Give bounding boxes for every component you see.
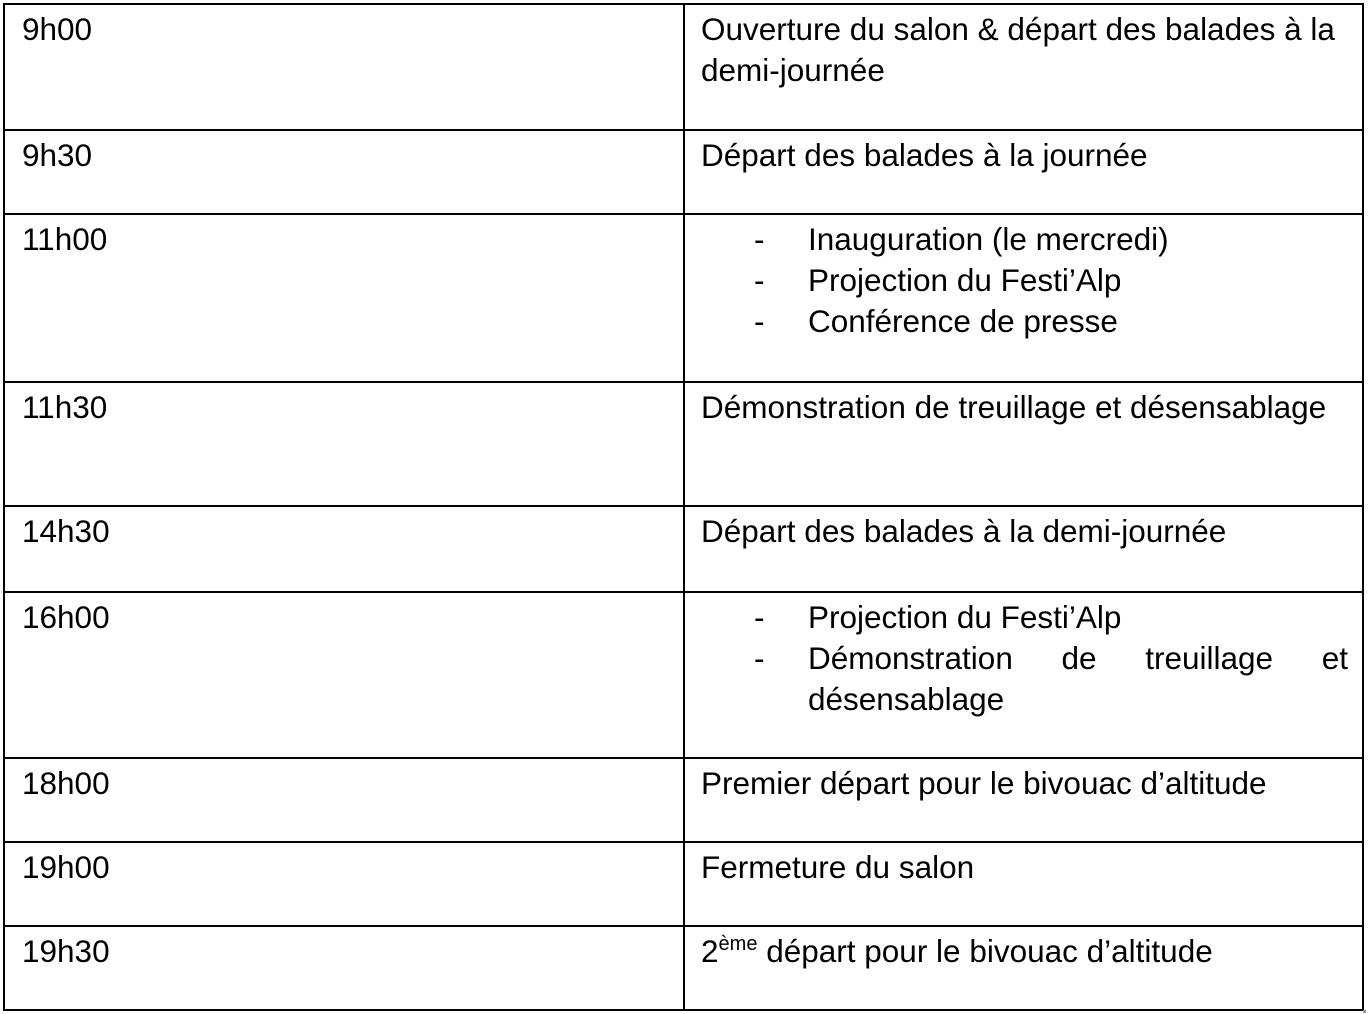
activity-cell [684, 592, 1363, 758]
time-cell: 19h00 [4, 842, 684, 926]
page-corner-mark [1363, 1010, 1366, 1013]
activity-cell: Départ des balades à la demi-journée [684, 506, 1363, 592]
list-item [754, 219, 1348, 260]
list-item [754, 301, 1348, 342]
table-row [4, 4, 1363, 130]
table-row [4, 758, 1363, 842]
list-item [754, 597, 1348, 638]
activity-cell: Démonstration de treuillage et désensablage [684, 382, 1363, 506]
time-cell: 19h30 [4, 926, 684, 1010]
time-cell: 16h00 [4, 592, 684, 758]
table-row [4, 382, 1363, 506]
activity-cell: Fermeture du salon [684, 842, 1363, 926]
time-cell: 9h30 [4, 130, 684, 214]
ordinal-suffix: ème [718, 933, 758, 955]
activity-cell [684, 214, 1363, 382]
table-row [4, 130, 1363, 214]
table-row [4, 926, 1363, 1010]
activity-list [701, 597, 1348, 720]
list-item-text: Projection du Festi’Alp [808, 262, 1122, 298]
list-item [754, 638, 1348, 720]
activity-cell [684, 926, 1363, 1010]
time-cell: 18h00 [4, 758, 684, 842]
table-row [4, 214, 1363, 382]
table-row [4, 842, 1363, 926]
table-row [4, 506, 1363, 592]
ordinal-number: 2 [701, 933, 719, 969]
bullet-dash: - [754, 599, 765, 635]
time-cell: 14h30 [4, 506, 684, 592]
activity-list [701, 219, 1348, 342]
activity-text: départ pour le bivouac d’altitude [757, 933, 1213, 969]
bullet-dash: - [754, 221, 765, 257]
bullet-dash: - [754, 640, 765, 676]
list-item-text: Projection du Festi’Alp [808, 599, 1122, 635]
bullet-dash: - [754, 262, 765, 298]
time-cell: 11h00 [4, 214, 684, 382]
list-item-text: Conférence de presse [808, 303, 1118, 339]
list-item [754, 260, 1348, 301]
activity-cell: Départ des balades à la journée [684, 130, 1363, 214]
schedule-table [3, 3, 1364, 1011]
activity-cell: Ouverture du salon & départ des balades à la demi-journée [684, 4, 1363, 130]
list-item-text: Inauguration (le mercredi) [808, 221, 1169, 257]
table-row [4, 592, 1363, 758]
time-cell: 11h30 [4, 382, 684, 506]
activity-cell: Premier départ pour le bivouac d’altitude [684, 758, 1363, 842]
bullet-dash: - [754, 303, 765, 339]
list-item-text: Démonstration de treuillage et désensablage [808, 640, 1348, 717]
time-cell: 9h00 [4, 4, 684, 130]
